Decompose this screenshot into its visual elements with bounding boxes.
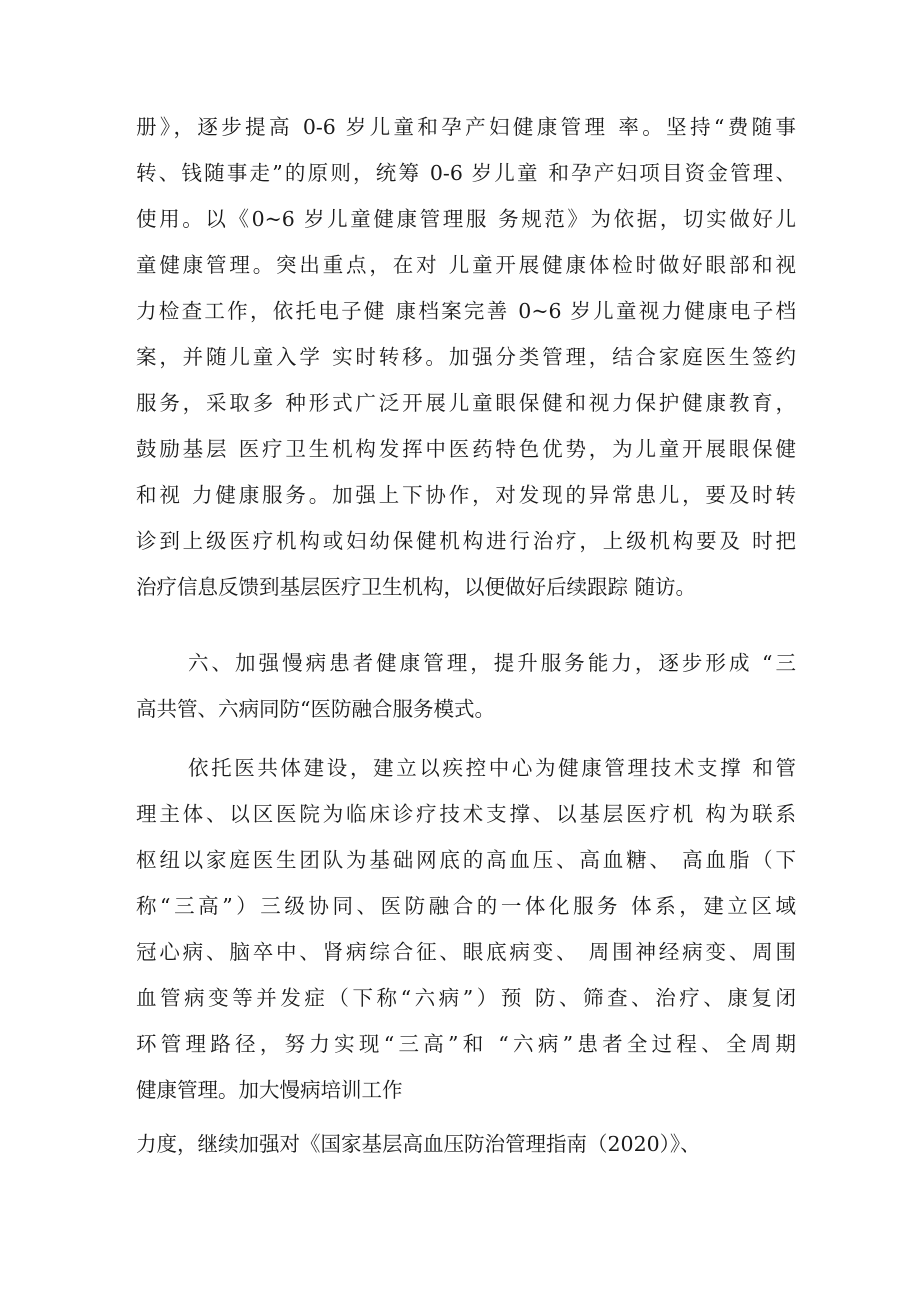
- paragraph-children-health: [136, 104, 796, 610]
- text-line: 称“三高”）三级协同、医防融合的一体化服务 体系，建立区域: [136, 894, 796, 918]
- text-line: 案，并随儿童入学 实时转移。加强分类管理，结合家庭医生签约: [136, 345, 796, 369]
- paragraph-training: [136, 1121, 796, 1167]
- text-line: 鼓励基层 医疗卫生机构发挥中医药特色优势，为儿童开展眼保健: [136, 437, 796, 461]
- text-line: 理主体、以区医院为临床诊疗技术支撑、以基层医疗机 构为联系: [136, 802, 796, 826]
- text-line: 力检查工作，依托电子健 康档案完善 0~6 岁儿童视力健康电子档: [136, 299, 796, 323]
- text-line: 力度，继续加强对《国家基层高血压防治管理指南（2020）》、: [136, 1132, 701, 1156]
- text-line: 治疗信息反馈到基层医疗卫生机构，以便做好后续跟踪 随访。: [136, 575, 697, 599]
- text-line: 高共管、六病同防“医防融合服务模式。: [136, 697, 495, 721]
- text-line: 依托医共体建设，建立以疾控中心为健康管理技术支撑 和管: [188, 756, 796, 780]
- text-line: 童健康管理。突出重点，在对 儿童开展健康体检时做好眼部和视: [136, 253, 796, 277]
- text-line: 册》，逐步提高 0-6 岁儿童和孕产妇健康管理 率。坚持“费随事: [136, 115, 796, 139]
- text-line: 服务，采取多 种形式广泛开展儿童眼保健和视力保护健康教育，: [136, 391, 796, 415]
- text-line: 冠心病、脑卒中、肾病综合征、眼底病变、 周围神经病变、周围: [136, 940, 796, 964]
- text-line: 诊到上级医疗机构或妇幼保健机构进行治疗，上级机构要及 时把: [136, 529, 796, 553]
- text-line: 六、加强慢病患者健康管理，提升服务能力，逐步形成 “三: [188, 651, 796, 675]
- text-line: 环管理路径，努力实现“三高”和 “六病”患者全过程、全周期: [136, 1032, 796, 1056]
- text-line: 枢纽以家庭医生团队为基础网底的高血压、高血糖、 高血脂（下: [136, 848, 796, 872]
- text-line: 使用。以《0~6 岁儿童健康管理服 务规范》为依据，切实做好儿: [136, 207, 796, 231]
- text-line: 健康管理。加大慢病培训工作: [136, 1078, 403, 1102]
- text-line: 转、钱随事走”的原则，统筹 0-6 岁儿童 和孕产妇项目资金管理、: [136, 161, 796, 185]
- paragraph-chronic-disease: [136, 745, 796, 1113]
- text-line: 血管病变等并发症（下称“六病”）预 防、筛查、治疗、康复闭: [136, 986, 796, 1010]
- section-heading-six: [136, 640, 796, 732]
- text-line: 和视 力健康服务。加强上下协作，对发现的异常患儿，要及时转: [136, 483, 796, 507]
